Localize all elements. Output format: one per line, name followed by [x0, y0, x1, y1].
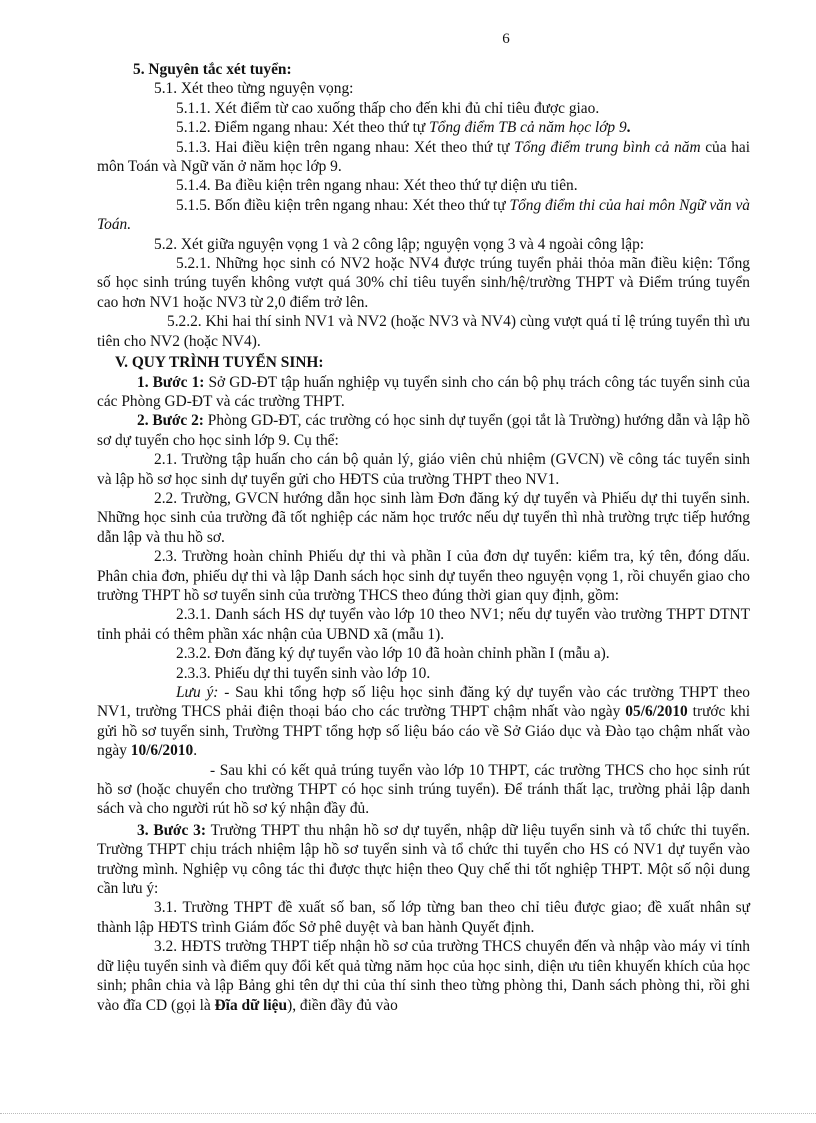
text-run: Sở GD-ĐT tập huấn nghiệp vụ tuyển sinh cho cán bộ phụ trách công tác tuyển sinh của các Phòng GD-ĐT và các trường THPT. [97, 373, 750, 410]
text-run: Trường THPT thu nhận hồ sơ dự tuyển, nhập dữ liệu tuyển sinh và tổ chức thi tuyển. Trường THPT chịu trách nhiệm lập hồ sơ tuyển sinh và tổ chức thi tuyển cho HS có NV1 dự tuyển vào trường mình. Nghiệp vụ công tác thi được thực hiện theo Quy chế thi tốt nghiệp THPT. Một số nội dung cần lưu ý: [97, 821, 750, 898]
section-heading-5: 5. Nguyên tắc xét tuyển: [133, 61, 292, 78]
paragraph-2-3-1: 2.3.1. Danh sách HS dự tuyển vào lớp 10 theo NV1; nếu dự tuyển vào trường THPT DTNT tỉnh phải có thêm phần xác nhận của UBND xã (mẫu 1). [97, 606, 750, 643]
document-body [97, 60, 750, 1015]
paragraph-5-1-4: 5.1.4. Ba điều kiện trên ngang nhau: Xét theo thứ tự diện ưu tiên. [176, 177, 578, 195]
step-label: 2. Bước 2: [137, 412, 204, 430]
paragraph-5-2-2: 5.2.2. Khi hai thí sinh NV1 và NV2 (hoặc NV3 và NV4) cùng vượt quá tỉ lệ trúng tuyển thì ưu tiên cho NV2 (hoặc NV4). [97, 313, 750, 350]
text-run: 5.1.2. Điểm ngang nhau: Xét theo thứ tự [176, 119, 430, 137]
paragraph-3-2 [97, 937, 750, 1015]
text-run: của hai môn Toán và Ngữ văn ở năm học lớp 9. [97, 138, 751, 176]
italic-text: Tổng điểm TB cả năm học lớp 9 [429, 119, 627, 137]
paragraph-5-1-2 [97, 118, 750, 137]
text-run: Phòng GD-ĐT, các trường có học sinh dự tuyển (gọi tắt là Trường) hướng dẫn và lập hồ sơ dự tuyển cho học sinh lớp 9. Cụ thể: [97, 412, 750, 449]
text-run: 3.2. HĐTS trường THPT tiếp nhận hồ sơ của trường THCS chuyển đến và nhập vào máy vi tính dữ liệu tuyển sinh và điểm quy đổi kết quả từng năm học của học sinh, diện ưu tiên khuyến khích của học sinh; phân chia và lập Bảng ghi tên dự thi của thí sinh theo từng phòng thi, Danh sách phòng thi, rồi ghi vào đĩa CD (gọi là [97, 938, 750, 1014]
text-run: 5.1.3. Hai điều kiện trên ngang nhau: Xét theo thứ tự [176, 138, 515, 156]
paragraph-5-1-3 [97, 138, 750, 177]
text-run: 5.1.5. Bốn điều kiện trên ngang nhau: Xét theo thứ tự [176, 196, 510, 214]
text-run: ), điền đầy đủ vào [287, 996, 398, 1014]
paragraph-5-2: 5.2. Xét giữa nguyện vọng 1 và 2 công lập; nguyện vọng 3 và 4 ngoài công lập: [154, 235, 645, 253]
step-2 [97, 411, 750, 450]
text-run: trước khi gửi hồ sơ tuyển sinh, Trường THPT tổng hợp số liệu báo cáo về Sở Giáo dục và Đào tạo chậm nhất vào ngày [97, 703, 751, 760]
note-paragraph-2: - Sau khi có kết quả trúng tuyển vào lớp 10 THPT, các trường THCS cho học sinh rút hồ sơ (hoặc chuyển cho trường THPT có học sinh trúng tuyển). Để tránh thất lạc, trường phải lập danh sách và cho người rút hồ sơ ký nhận đầy đủ. [97, 761, 750, 818]
paragraph-2-2: 2.2. Trường, GVCN hướng dẫn học sinh làm Đơn đăng ký dự tuyển và Phiếu dự thi tuyển sinh. Những học sinh của trường đã tốt nghiệp các năm học trước nếu dự tuyển thì nhà trường trực tiếp hướng dẫn lập và thu hồ sơ. [97, 489, 750, 546]
deadline-date: 10/6/2010 [130, 742, 194, 760]
note-label: Lưu ý: [176, 684, 219, 701]
step-label: 3. Bước 3: [137, 821, 206, 839]
paragraph-5-1-1: 5.1.1. Xét điểm từ cao xuống thấp cho đến khi đủ chỉ tiêu được giao. [176, 99, 600, 117]
paragraph-2-1: 2.1. Trường tập huấn cho cán bộ quản lý, giáo viên chủ nhiệm (GVCN) về công tác tuyển sinh và lập hồ sơ học sinh dự tuyển gửi cho HĐTS của trường THPT theo NV1. [97, 451, 750, 488]
step-1 [97, 373, 750, 412]
text-run: - Sau khi tổng hợp số liệu học sinh đăng ký dự tuyển vào các trường THPT theo NV1, trường THCS phải điện thoại báo cho các trường THPT chậm nhất vào ngày [97, 684, 750, 721]
page-bottom-divider [0, 1113, 816, 1114]
text-run: . [193, 742, 198, 760]
note-paragraph [97, 683, 750, 761]
paragraph-5-2-1: 5.2.1. Những học sinh có NV2 hoặc NV4 được trúng tuyển phải thỏa mãn điều kiện: Tổng số học sinh trúng tuyển không vượt quá 30% chỉ tiêu tuyển sinh/hệ/trường THPT và Điểm trúng tuyển cao hơn NV1 hoặc NV3 từ 2,0 điểm trở lên. [97, 255, 750, 311]
section-heading-v: V. QUY TRÌNH TUYỂN SINH: [115, 354, 324, 372]
paragraph-2-3: 2.3. Trường hoàn chỉnh Phiếu dự thi và phần I của đơn dự tuyển: kiểm tra, ký tên, đóng dấu. Phân chia đơn, phiếu dự thi và lập Danh sách học sinh dự tuyển theo nguyện vọng 1, rồi chuyển giao cho trường THPT hồ sơ tuyển sinh của trường THCS theo đúng thời gian quy định, gồm: [97, 548, 750, 604]
page-number: 6 [502, 31, 510, 47]
paragraph-5-1-5 [97, 196, 750, 235]
bold-text: . [626, 119, 631, 137]
paragraph-2-3-2: 2.3.2. Đơn đăng ký dự tuyển vào lớp 10 đã hoàn chỉnh phần I (mẫu a). [176, 645, 610, 663]
paragraph-2-3-3: 2.3.3. Phiếu dự thi tuyển sinh vào lớp 10. [176, 664, 431, 682]
paragraph-5-1: 5.1. Xét theo từng nguyện vọng: [154, 80, 354, 98]
bold-text: Đĩa dữ liệu [214, 996, 288, 1014]
deadline-date: 05/6/2010 [625, 703, 688, 721]
step-label: 1. Bước 1: [137, 373, 205, 391]
italic-text: Tổng điểm trung bình cả năm [514, 138, 701, 156]
step-3 [97, 821, 750, 899]
paragraph-3-1: 3.1. Trường THPT đề xuất số ban, số lớp từng ban theo chỉ tiêu được giao; đề xuất nhân sự thành lập HĐTS trình Giám đốc Sở phê duyệt và ban hành Quyết định. [97, 899, 750, 936]
italic-text: Tổng điểm thi của hai môn Ngữ văn và Toán. [97, 196, 750, 234]
